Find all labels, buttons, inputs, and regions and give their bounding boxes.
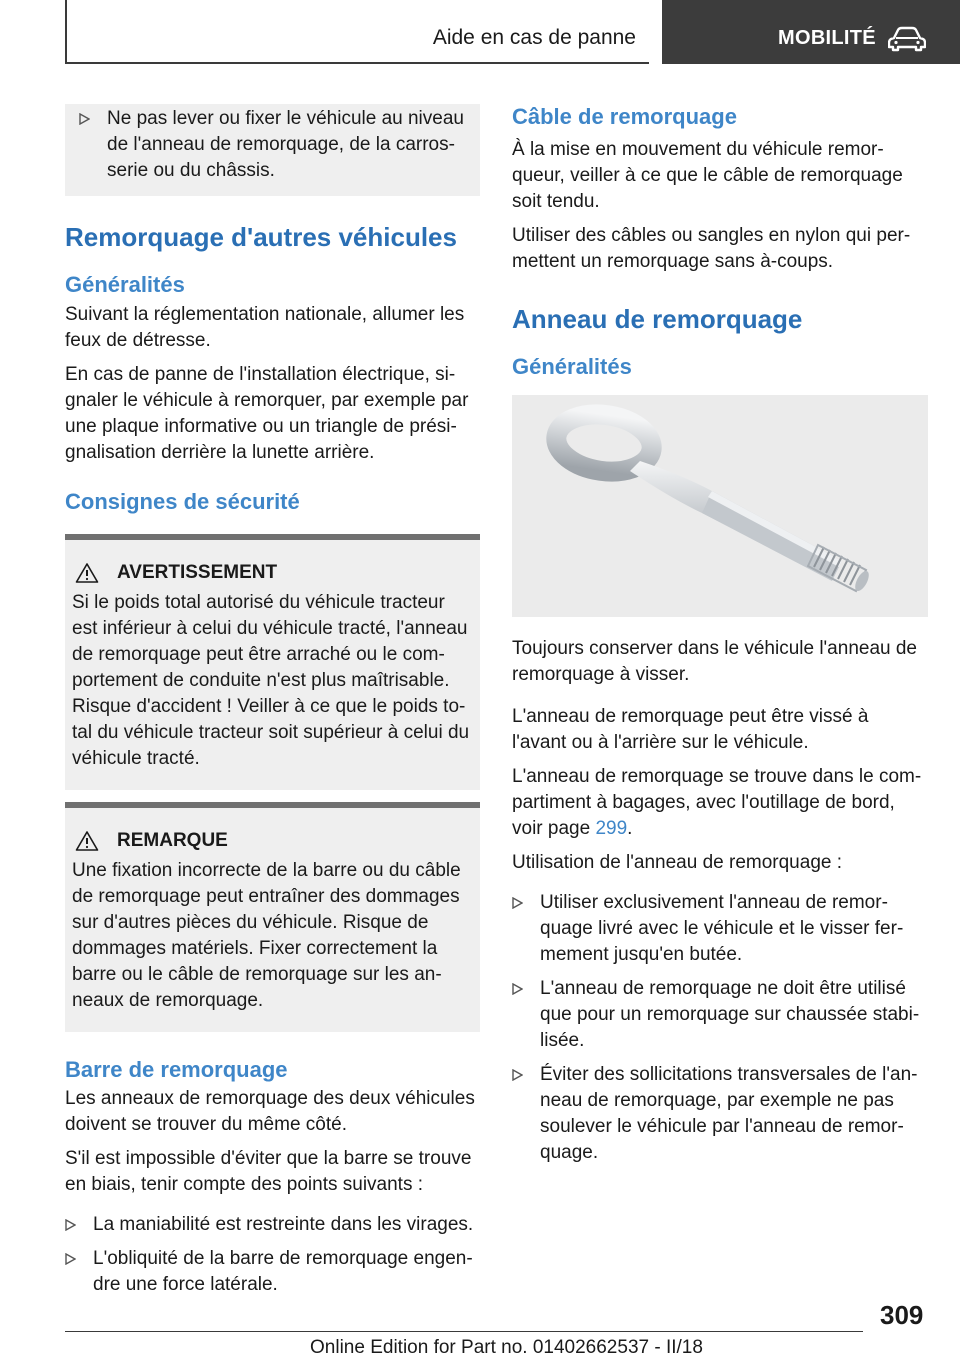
section-heading: Remorquage d'autres véhicules <box>65 222 457 252</box>
list-item <box>512 1062 928 1166</box>
paragraph <box>512 764 928 842</box>
list-item-text: Ne pas lever ou fixer le véhicule au niveau de l'anneau de remorquage, de la carrosserie ou du châssis. <box>107 108 464 181</box>
subsection-heading: Câble de remorquage <box>512 104 737 129</box>
bullet-triangle-icon <box>79 113 90 125</box>
header-divider-vertical <box>65 0 67 63</box>
bullet-triangle-icon <box>512 897 523 909</box>
note-title <box>72 830 473 852</box>
list-item-text: La maniabilité est restreinte dans les virages. <box>93 1214 474 1235</box>
warning-box <box>65 534 480 790</box>
warning-text: Si le poids total autorisé du véhicule tracteur est inférieur à celui du véhicule tracté, l'anneau de remorquage peut être arraché ou le comportement de conduite n'est plus maîtrisable. Risque d'accident ! Veiller à ce que le poids total du véhicule tracteur soit supérieur à celui du véhicule tracté. <box>72 592 470 769</box>
paragraph-text: L'anneau de remorquage se trouve dans le compartiment à bagages, avec l'outillage de bord, voir page <box>512 766 922 839</box>
paragraph: Suivant la réglementation nationale, allumer les feux de détresse. <box>65 304 465 351</box>
paragraph: Les anneaux de remorquage des deux véhicules doivent se trouver du même côté. <box>65 1088 475 1135</box>
list-item-text: L'obliquité de la barre de remorquage engendre une force latérale. <box>93 1248 473 1295</box>
paragraph: L'anneau de remorquage peut être vissé à l'avant ou à l'arrière sur le véhicule. <box>512 706 869 753</box>
warning-title <box>72 562 473 584</box>
bullet-triangle-icon <box>65 1219 76 1231</box>
list-item-text: Utiliser exclusivement l'anneau de remorquage livré avec le véhicule et le visser fermement jusqu'en butée. <box>540 892 904 965</box>
list-item <box>512 890 928 968</box>
paragraph: À la mise en mouvement du véhicule remorqueur, veiller à ce que le câble de remorquage soit tendu. <box>512 139 903 212</box>
left-column <box>65 104 480 1298</box>
warning-title-text: AVERTISSEMENT <box>117 562 278 583</box>
chapter-tab-label: MOBILITÉ <box>778 27 876 49</box>
list-item-text: L'anneau de remorquage ne doit être utilisé que pour un remorquage sur chaussée stabilisée. <box>540 978 920 1051</box>
paragraph: Utiliser des câbles ou sangles en nylon qui permettent un remorquage sans à-coups. <box>512 225 911 272</box>
paragraph: Toujours conserver dans le véhicule l'anneau de remorquage à visser. <box>512 638 917 685</box>
list-item <box>65 1212 480 1238</box>
subsection-heading: Consignes de sécurité <box>65 489 300 514</box>
list-item <box>79 106 466 184</box>
car-icon <box>888 26 926 52</box>
subsection-heading: Généralités <box>65 272 185 297</box>
paragraph: En cas de panne de l'installation électrique, signaler le véhicule à remorquer, par exemple par une plaque informative ou un triangle de présignalisation derrière la lunette arrière. <box>65 364 469 463</box>
header-section-title: Aide en cas de panne <box>432 26 636 49</box>
note-text: Une fixation incorrecte de la barre ou du câble de remorquage peut entraîner des dommages sur d'autres pièces du véhicule. Risque de dommages matériels. Fixer correctement la barre ou le câble de remorquage sur les anneaux de remorquage. <box>72 860 461 1011</box>
edition-note: Online Edition for Part no. 01402662537 - II/18 <box>310 1337 703 1358</box>
section-heading: Anneau de remorquage <box>512 304 803 334</box>
bullet-triangle-icon <box>65 1253 76 1265</box>
header-divider-horizontal <box>65 62 649 64</box>
list-item <box>512 976 928 1054</box>
note-title-text: REMARQUE <box>117 830 228 851</box>
paragraph: Utilisation de l'anneau de remorquage : <box>512 852 843 873</box>
paragraph: S'il est impossible d'éviter que la barre se trouve en biais, tenir compte des points suivants : <box>65 1148 472 1195</box>
warning-triangle-icon <box>75 562 99 584</box>
footer-divider <box>65 1331 863 1332</box>
paragraph-text: . <box>627 818 633 839</box>
top-note-box <box>65 104 480 196</box>
bullet-triangle-icon <box>512 1069 523 1081</box>
towing-eye-illustration <box>512 395 928 617</box>
warning-triangle-icon <box>75 830 99 852</box>
bullet-triangle-icon <box>512 983 523 995</box>
subsection-heading: Barre de remorquage <box>65 1057 288 1082</box>
subsection-heading: Généralités <box>512 354 632 379</box>
note-box <box>65 802 480 1032</box>
list-item-text: Éviter des sollicitations transversales de l'anneau de remorquage, par exemple ne pas soulever le véhicule par l'anneau de remorquage. <box>540 1064 918 1163</box>
page-reference-link[interactable]: 299 <box>595 818 628 839</box>
right-column <box>512 100 928 1166</box>
list-item <box>65 1246 480 1298</box>
page-number: 309 <box>880 1300 924 1330</box>
